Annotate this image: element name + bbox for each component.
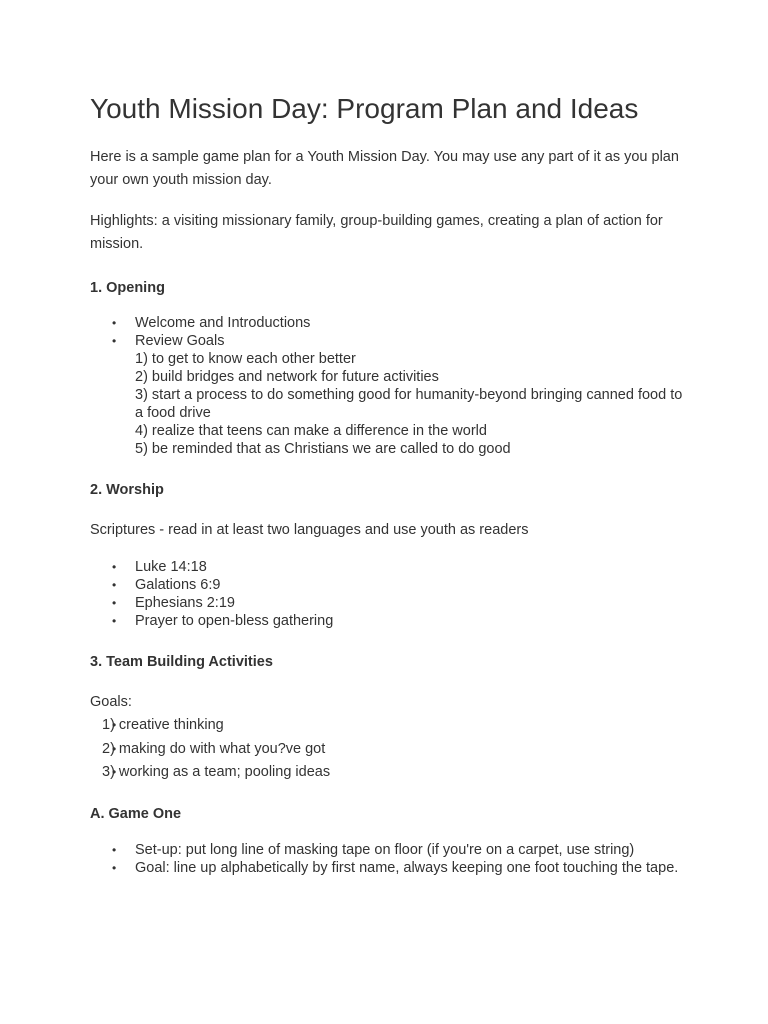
list-item <box>90 859 690 877</box>
section-heading-worship: 2. Worship <box>90 482 164 498</box>
goal-line: • 3) working as a team; pooling ideas <box>90 761 690 785</box>
list-item <box>90 314 690 332</box>
list-item <box>90 594 690 612</box>
list-item-text: Galations 6:9 <box>135 577 221 593</box>
list-item-text: Ephesians 2:19 <box>135 595 235 611</box>
team-goals-list <box>90 714 690 785</box>
page-title: Youth Mission Day: Program Plan and Ideas <box>90 93 639 124</box>
goal-line: 4) realize that teens can make a difference in the world <box>135 423 487 439</box>
list-item-text: Luke 14:18 <box>135 559 207 575</box>
highlights-paragraph: Highlights: a visiting missionary family, group-building games, creating a plan of action for mission. <box>90 213 663 252</box>
goal-line: • 2) making do with what you?ve got <box>90 738 690 762</box>
worship-list <box>90 558 690 630</box>
goals-label: Goals: <box>90 694 132 710</box>
worship-paragraph: Scriptures - read in at least two languages and use youth as readers <box>90 522 529 538</box>
goal-line: 1) to get to know each other better <box>135 351 356 367</box>
section-heading-team-building: 3. Team Building Activities <box>90 654 273 670</box>
list-item <box>90 841 690 859</box>
list-item-text: Set-up: put long line of masking tape on floor (if you're on a carpet, use string) <box>135 842 635 858</box>
list-item-text: Prayer to open-bless gathering <box>135 613 334 629</box>
list-item-text: • Review Goals <box>135 333 225 349</box>
goal-line: 5) be reminded that as Christians we are called to do good <box>135 441 511 457</box>
goal-line: • 1) creative thinking <box>90 714 690 738</box>
goal-line: 2) build bridges and network for future activities <box>135 369 439 385</box>
list-item <box>90 576 690 594</box>
list-item <box>90 558 690 576</box>
section-heading-opening: 1. Opening <box>90 280 165 296</box>
opening-list <box>90 314 690 458</box>
list-item-text: Goal: line up alphabetically by first name, always keeping one foot touching the tape. <box>135 860 679 876</box>
intro-paragraph: Here is a sample game plan for a Youth Mission Day. You may use any part of it as you plan your own youth mission day. <box>90 149 679 188</box>
list-item <box>90 332 690 458</box>
section-heading-game-one: A. Game One <box>90 806 182 822</box>
list-item <box>90 612 690 630</box>
list-item-text: Welcome and Introductions <box>135 315 311 331</box>
goal-line: 3) start a process to do something good for humanity-beyond bringing canned food to a food drive <box>135 387 683 421</box>
game-one-list <box>90 841 690 877</box>
